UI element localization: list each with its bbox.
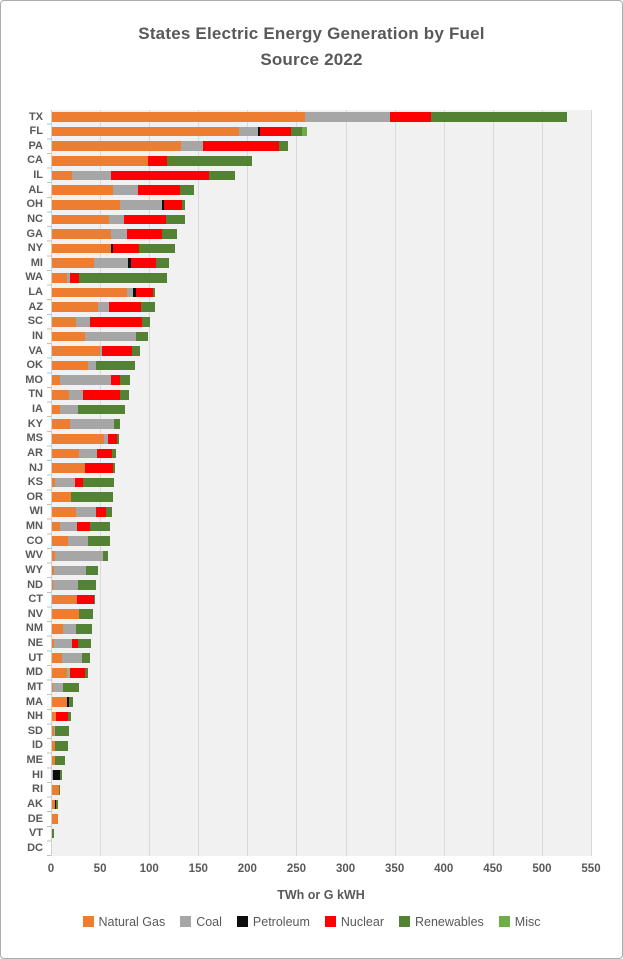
legend-item bbox=[325, 915, 384, 929]
y-axis-label: FL bbox=[29, 125, 43, 138]
bar-segment-renewables bbox=[78, 580, 97, 590]
bar-segment-nuclear bbox=[56, 712, 68, 722]
legend-label: Nuclear bbox=[340, 914, 384, 929]
y-axis-label: MI bbox=[30, 256, 43, 269]
bar-segment-coal bbox=[72, 171, 111, 181]
y-axis-label: ND bbox=[27, 578, 43, 591]
bar-row bbox=[26, 431, 592, 446]
y-axis-label: MN bbox=[25, 520, 43, 532]
y-axis-label: ID bbox=[32, 739, 43, 752]
bar-segment-nuclear bbox=[83, 390, 119, 400]
bar-segment-renewables bbox=[60, 770, 62, 780]
bar-segment-nuclear bbox=[70, 273, 80, 283]
bar-row bbox=[26, 534, 592, 549]
bar-segment-renewables bbox=[69, 697, 73, 707]
legend-item bbox=[83, 915, 166, 929]
y-axis-label: LA bbox=[28, 286, 43, 298]
bar-row bbox=[27, 446, 592, 461]
bar-segment-renewables bbox=[291, 127, 303, 137]
bar-row bbox=[32, 402, 592, 417]
y-axis-label: NV bbox=[27, 607, 43, 620]
y-axis-label: SD bbox=[27, 724, 43, 737]
x-axis-tick-label: 550 bbox=[581, 862, 601, 875]
bar-row bbox=[25, 548, 592, 563]
y-axis-label: IN bbox=[32, 329, 43, 342]
y-axis-label: AL bbox=[28, 183, 43, 196]
legend-item bbox=[499, 915, 541, 929]
bar-segment-coal bbox=[63, 624, 76, 634]
bar-segment-renewables bbox=[59, 785, 60, 795]
bar-segment-nuclear bbox=[109, 302, 141, 312]
bar-segment-nuclear bbox=[72, 639, 79, 649]
bar-segment-natural-gas bbox=[52, 215, 109, 225]
bar-segment-renewables bbox=[142, 317, 150, 327]
x-axis-tick-label: 200 bbox=[237, 862, 257, 875]
bar-row bbox=[27, 724, 592, 739]
y-axis-label: MT bbox=[27, 680, 43, 693]
bar-row bbox=[25, 373, 592, 388]
bar-segment-renewables bbox=[55, 741, 68, 751]
bar-segment-renewables bbox=[106, 507, 112, 517]
y-axis-label: GA bbox=[26, 227, 43, 240]
y-axis-label: AZ bbox=[28, 300, 43, 313]
bar-segment-misc bbox=[302, 127, 307, 137]
bar-segment-natural-gas bbox=[52, 609, 79, 619]
bar-segment-coal bbox=[239, 127, 259, 137]
y-axis-label: TX bbox=[28, 110, 43, 123]
x-axis-title: TWh or G kWH bbox=[277, 887, 365, 902]
bar-segment-coal bbox=[88, 361, 96, 371]
bar-segment-natural-gas bbox=[52, 127, 239, 137]
bar-segment-coal bbox=[55, 551, 103, 561]
bar-segment-renewables bbox=[90, 522, 110, 532]
y-axis-label: DC bbox=[27, 841, 43, 854]
y-axis-label: ME bbox=[26, 754, 43, 766]
bar-row bbox=[25, 665, 592, 680]
bar-segment-natural-gas bbox=[52, 200, 120, 210]
bar-segment-coal bbox=[85, 332, 136, 342]
bar-segment-nuclear bbox=[70, 668, 86, 678]
legend-swatch bbox=[399, 916, 410, 927]
legend-item bbox=[237, 915, 310, 929]
bar-segment-natural-gas bbox=[52, 244, 111, 254]
bar-row bbox=[27, 475, 592, 490]
bar-segment-renewables bbox=[180, 185, 195, 195]
y-axis-label: OR bbox=[26, 490, 43, 503]
bar-segment-coal bbox=[60, 405, 78, 415]
bar-segment-natural-gas bbox=[52, 697, 67, 707]
bar-segment-renewables bbox=[132, 346, 140, 356]
bar-segment-nuclear bbox=[131, 258, 157, 268]
bar-segment-natural-gas bbox=[52, 419, 70, 429]
y-axis-label: WY bbox=[25, 563, 43, 576]
bar-segment-renewables bbox=[136, 332, 148, 342]
bar-segment-natural-gas bbox=[52, 375, 60, 385]
legend-label: Renewables bbox=[414, 914, 484, 929]
bar-row bbox=[27, 680, 592, 695]
y-axis-label: WV bbox=[25, 549, 43, 562]
bar-row bbox=[29, 505, 592, 520]
bar-segment-renewables bbox=[120, 375, 130, 385]
bar-segment-nuclear bbox=[97, 449, 112, 459]
bar-row bbox=[32, 329, 592, 344]
y-axis-label: CT bbox=[28, 593, 43, 606]
bar-segment-renewables bbox=[56, 800, 58, 810]
y-axis-label: DE bbox=[27, 812, 43, 825]
y-axis-ticks bbox=[47, 110, 51, 856]
bar-row bbox=[25, 271, 592, 286]
bar-row bbox=[28, 461, 592, 476]
y-axis-label: OK bbox=[26, 359, 43, 372]
bar-segment-coal bbox=[94, 258, 127, 268]
bar-segment-nuclear bbox=[111, 171, 209, 181]
y-axis-label: NC bbox=[27, 212, 43, 225]
bar-row bbox=[25, 622, 592, 637]
bar-row bbox=[33, 168, 592, 183]
bar-segment-coal bbox=[53, 683, 63, 693]
bar-segment-renewables bbox=[63, 683, 80, 693]
bar-row bbox=[27, 241, 592, 256]
y-axis-label: WA bbox=[25, 271, 43, 284]
legend-swatch bbox=[499, 916, 510, 927]
y-axis-label: NM bbox=[25, 622, 43, 635]
x-axis bbox=[47, 862, 601, 879]
bar-row bbox=[27, 812, 592, 827]
y-axis-label: AR bbox=[27, 446, 43, 459]
y-axis-label: NY bbox=[27, 242, 43, 255]
bar-segment-renewables bbox=[78, 639, 91, 649]
bar-row bbox=[32, 768, 592, 783]
bar-row bbox=[28, 183, 592, 198]
bar-segment-natural-gas bbox=[52, 522, 60, 532]
bar-segment-coal bbox=[55, 478, 75, 488]
bar-row bbox=[25, 519, 592, 534]
x-axis-tick-label: 0 bbox=[47, 862, 55, 875]
bar-row bbox=[28, 592, 592, 607]
y-axis-label: KS bbox=[27, 476, 43, 489]
y-axis-label: PA bbox=[28, 139, 43, 152]
bar-segment-renewables bbox=[68, 712, 71, 722]
chart-title-line2: Source 2022 bbox=[260, 50, 363, 70]
bar-segment-renewables bbox=[78, 405, 125, 415]
bar-segment-coal bbox=[111, 229, 127, 239]
bar-segment-natural-gas bbox=[52, 449, 79, 459]
y-axis-label: VA bbox=[28, 344, 43, 357]
bar-segment-natural-gas bbox=[52, 653, 62, 663]
bar-segment-nuclear bbox=[75, 478, 84, 488]
bar-segment-nuclear bbox=[102, 346, 132, 356]
bar-segment-natural-gas bbox=[52, 346, 100, 356]
bar-segment-nuclear bbox=[260, 127, 290, 137]
bar-segment-renewables bbox=[139, 244, 174, 254]
bar-row bbox=[27, 709, 592, 724]
y-axis-label: RI bbox=[32, 783, 43, 796]
bar-segment-renewables bbox=[156, 258, 169, 268]
bar-segment-renewables bbox=[279, 141, 288, 151]
bar-row bbox=[27, 154, 592, 169]
bar-segment-nuclear bbox=[390, 112, 431, 122]
bar-row bbox=[28, 651, 592, 666]
bar-segment-natural-gas bbox=[52, 229, 111, 239]
bar-segment-renewables bbox=[94, 595, 95, 605]
bar-segment-renewables bbox=[86, 566, 98, 576]
bar-segment-natural-gas bbox=[52, 156, 148, 166]
bar-segment-natural-gas bbox=[52, 595, 77, 605]
bar-segment-renewables bbox=[79, 609, 94, 619]
bar-segment-renewables bbox=[141, 302, 155, 312]
bar-segment-renewables bbox=[76, 624, 93, 634]
y-axis-label: UT bbox=[28, 651, 43, 664]
bar-segment-natural-gas bbox=[52, 288, 127, 298]
y-axis-label: OH bbox=[26, 198, 43, 211]
y-axis-label: CO bbox=[26, 534, 43, 547]
bar-segment-nuclear bbox=[113, 244, 140, 254]
y-axis-label: HI bbox=[32, 768, 43, 781]
bar-segment-renewables bbox=[79, 273, 166, 283]
bar-segment-coal bbox=[60, 375, 111, 385]
bar-segment-nuclear bbox=[96, 507, 106, 517]
bar-segment-natural-gas bbox=[52, 463, 85, 473]
bar-row bbox=[26, 490, 592, 505]
bar-row bbox=[28, 826, 592, 841]
bar-segment-natural-gas bbox=[52, 317, 76, 327]
bar-segment-natural-gas bbox=[52, 302, 98, 312]
bar-segment-renewables bbox=[96, 361, 135, 371]
bar-row bbox=[28, 110, 592, 125]
bar-row bbox=[28, 285, 592, 300]
y-axis-label: SC bbox=[27, 315, 43, 328]
bar-segment-nuclear bbox=[203, 141, 279, 151]
bar-segment-nuclear bbox=[90, 317, 142, 327]
plot-area bbox=[25, 110, 592, 856]
y-axis-label: MS bbox=[26, 432, 43, 445]
bar-segment-renewables bbox=[88, 536, 110, 546]
bar-row bbox=[25, 695, 592, 710]
legend-swatch bbox=[180, 916, 191, 927]
legend-swatch bbox=[325, 916, 336, 927]
bar-segment-coal bbox=[60, 522, 77, 532]
bar-segment-natural-gas bbox=[52, 507, 76, 517]
legend-label: Natural Gas bbox=[98, 914, 166, 929]
bar-segment-coal bbox=[68, 536, 89, 546]
bar-segment-natural-gas bbox=[52, 258, 94, 268]
bar-segment-renewables bbox=[82, 653, 90, 663]
bar-row bbox=[28, 344, 592, 359]
legend bbox=[1, 915, 622, 929]
bar-segment-renewables bbox=[166, 215, 185, 225]
bar-segment-natural-gas bbox=[52, 171, 72, 181]
bar-segment-coal bbox=[181, 141, 204, 151]
bar-segment-natural-gas bbox=[52, 434, 104, 444]
x-axis-tick-label: 150 bbox=[188, 862, 208, 875]
bar-segment-coal bbox=[113, 185, 139, 195]
y-axis-label: TN bbox=[28, 388, 43, 401]
bar-segment-renewables bbox=[55, 726, 69, 736]
legend-label: Petroleum bbox=[252, 914, 310, 929]
bar-segment-renewables bbox=[71, 492, 113, 502]
bar-row bbox=[27, 636, 592, 651]
bar-row bbox=[28, 388, 592, 403]
y-axis-label: IA bbox=[32, 403, 43, 415]
bar-row bbox=[32, 739, 592, 754]
y-axis-label: MO bbox=[25, 373, 43, 386]
x-axis-tick-label: 350 bbox=[385, 862, 405, 875]
bar-row bbox=[27, 797, 592, 812]
bar-segment-coal bbox=[69, 390, 84, 400]
bar-segment-nuclear bbox=[136, 288, 153, 298]
bar-row bbox=[26, 753, 592, 768]
bar-row bbox=[25, 563, 592, 578]
bar-segment-coal bbox=[62, 653, 83, 663]
bar-row bbox=[28, 139, 592, 154]
legend-item bbox=[399, 915, 484, 929]
bar-segment-natural-gas bbox=[52, 492, 71, 502]
bar-segment-natural-gas bbox=[52, 332, 85, 342]
bar-segment-coal bbox=[109, 215, 124, 225]
x-axis-tick-label: 100 bbox=[139, 862, 159, 875]
legend-item bbox=[180, 915, 222, 929]
bar-segment-renewables bbox=[162, 229, 177, 239]
bar-segment-natural-gas bbox=[52, 668, 67, 678]
bar-row bbox=[27, 841, 592, 856]
bar-row bbox=[27, 212, 592, 227]
bar-row bbox=[27, 314, 592, 329]
bar-segment-coal bbox=[79, 449, 98, 459]
bar-segment-renewables bbox=[182, 200, 186, 210]
y-axis-label: CA bbox=[27, 154, 43, 167]
bar-segment-renewables bbox=[113, 463, 115, 473]
bar-segment-nuclear bbox=[164, 200, 182, 210]
bar-row bbox=[27, 417, 592, 432]
y-axis-label: VT bbox=[28, 827, 43, 840]
x-axis-tick-label: 450 bbox=[483, 862, 503, 875]
bar-segment-natural-gas bbox=[52, 536, 68, 546]
legend-label: Misc bbox=[514, 914, 541, 929]
y-axis-label: IL bbox=[33, 169, 43, 181]
bar-segment-natural-gas bbox=[52, 390, 69, 400]
bar-segment-nuclear bbox=[138, 185, 179, 195]
y-axis-label: NH bbox=[27, 710, 43, 723]
bar-segment-renewables bbox=[120, 390, 129, 400]
bar-segment-nuclear bbox=[77, 522, 91, 532]
bar-segment-renewables bbox=[153, 288, 155, 298]
bar-segment-coal bbox=[70, 419, 114, 429]
bar-segment-renewables bbox=[167, 156, 252, 166]
bar-row bbox=[26, 227, 592, 242]
x-axis-tick-label: 300 bbox=[335, 862, 356, 875]
bar-segment-renewables bbox=[55, 756, 65, 766]
bar-segment-renewables bbox=[209, 171, 235, 181]
bar-segment-renewables bbox=[431, 112, 567, 122]
bar-segment-nuclear bbox=[85, 463, 112, 473]
bar-segment-coal bbox=[53, 580, 78, 590]
x-axis-tick-label: 250 bbox=[286, 862, 307, 875]
y-axis-label: MA bbox=[25, 695, 43, 708]
bar-segment-renewables bbox=[85, 668, 88, 678]
bar-segment-coal bbox=[54, 566, 86, 576]
bar-segment-natural-gas bbox=[52, 405, 60, 415]
bar-segment-coal bbox=[305, 112, 389, 122]
bar-segment-natural-gas bbox=[52, 185, 113, 195]
bar-row bbox=[27, 607, 592, 622]
bar-segment-nuclear bbox=[127, 229, 162, 239]
bar-segment-nuclear bbox=[108, 434, 117, 444]
y-axis-label: NJ bbox=[28, 461, 43, 474]
x-axis-tick-label: 50 bbox=[93, 862, 107, 875]
legend-swatch bbox=[83, 916, 94, 927]
bar-segment-renewables bbox=[112, 449, 116, 459]
bar-segment-natural-gas bbox=[52, 361, 88, 371]
bar-segment-nuclear bbox=[111, 375, 120, 385]
bar-row bbox=[32, 782, 592, 797]
bar-segment-renewables bbox=[103, 551, 108, 561]
bar-segment-petroleum bbox=[53, 770, 60, 780]
bar-row bbox=[28, 300, 592, 315]
chart-title-line1: States Electric Energy Generation by Fuel bbox=[138, 24, 485, 43]
y-axis-label: MD bbox=[25, 666, 43, 679]
legend-label: Coal bbox=[196, 914, 222, 929]
bar-row bbox=[29, 124, 592, 139]
bar-segment-nuclear bbox=[148, 156, 167, 166]
y-axis-label: WI bbox=[29, 505, 43, 518]
y-axis-label: AK bbox=[27, 797, 43, 810]
bar-segment-renewables bbox=[114, 419, 120, 429]
bar-segment-natural-gas bbox=[52, 273, 67, 283]
bar-segment-nuclear bbox=[124, 215, 166, 225]
bar-row bbox=[26, 358, 592, 373]
bar-segment-coal bbox=[76, 507, 97, 517]
bar-segment-renewables bbox=[117, 434, 119, 444]
bar-segment-coal bbox=[98, 302, 109, 312]
bar-segment-coal bbox=[120, 200, 162, 210]
x-axis-tick-label: 500 bbox=[532, 862, 552, 875]
legend-swatch bbox=[237, 916, 248, 927]
bar-segment-renewables bbox=[52, 829, 54, 839]
bar-segment-natural-gas bbox=[52, 785, 59, 795]
chart-title bbox=[77, 21, 547, 74]
y-axis-label: NE bbox=[27, 637, 43, 649]
x-axis-tick-label: 400 bbox=[434, 862, 454, 875]
bar-row bbox=[26, 197, 592, 212]
bar-segment-renewables bbox=[83, 478, 113, 488]
bar-segment-natural-gas bbox=[52, 624, 63, 634]
bar-segment-nuclear bbox=[77, 595, 95, 605]
bar-row bbox=[27, 578, 592, 593]
bar-segment-natural-gas bbox=[52, 814, 58, 824]
bar-segment-coal bbox=[76, 317, 91, 327]
bar-segment-natural-gas bbox=[52, 112, 305, 122]
bar-segment-coal bbox=[54, 639, 72, 649]
bar-row bbox=[30, 256, 592, 271]
y-axis-label: KY bbox=[27, 417, 43, 430]
bar-segment-natural-gas bbox=[52, 141, 181, 151]
